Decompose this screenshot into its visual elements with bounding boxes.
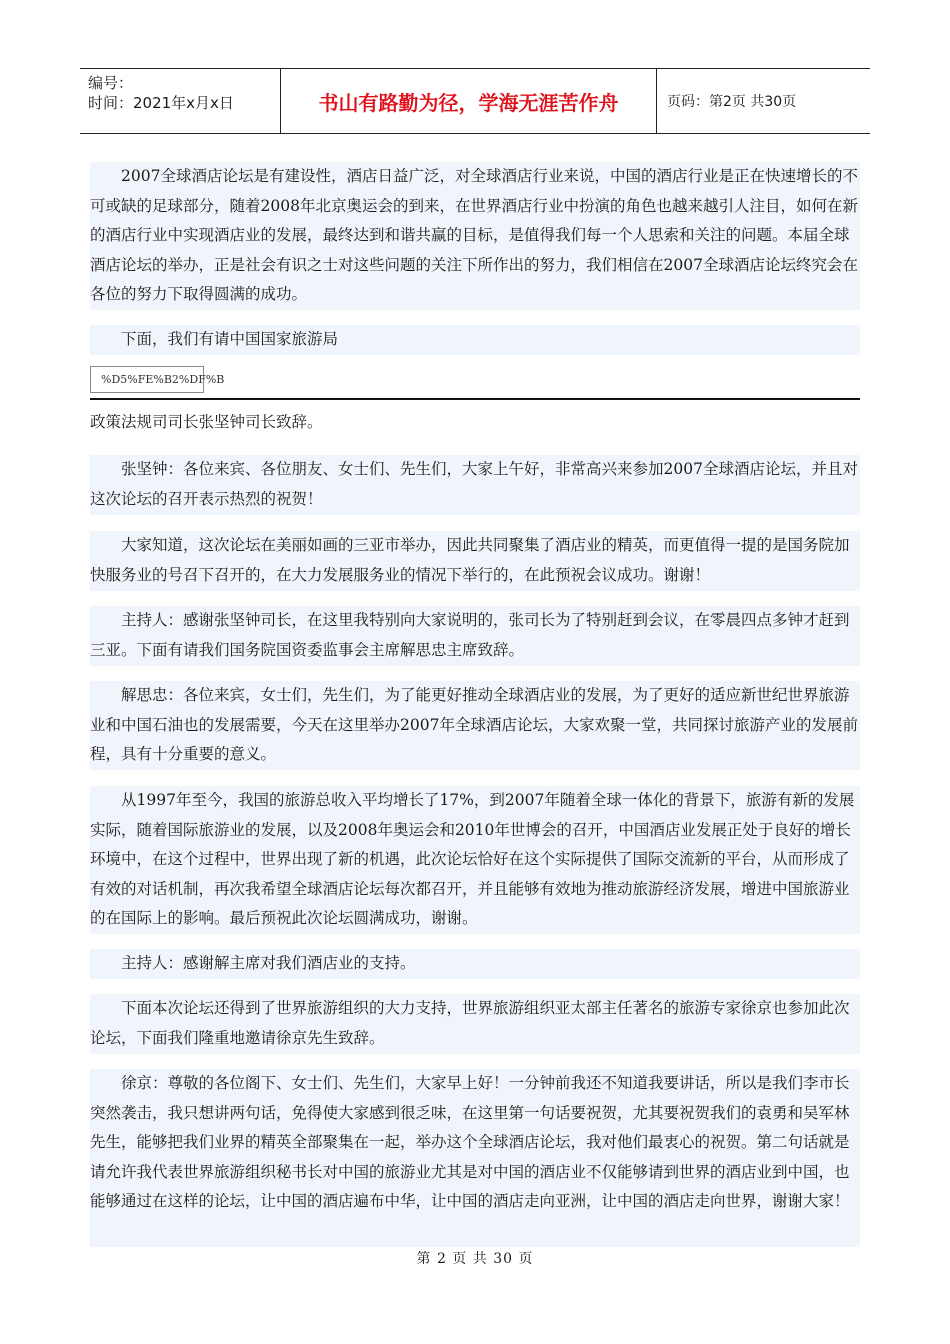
paragraph-3: 政策法规司司长张坚钟司长致辞。 <box>90 408 860 438</box>
page-header <box>80 68 870 134</box>
paragraph-6: 主持人：感谢张坚钟司长，在这里我特别向大家说明的，张司长为了特别赶到会议，在零晨四点多钟才赶到三亚。下面有请我们国务院国资委监事会主席解思忠主席致辞。 <box>90 606 860 666</box>
page-footer: 第 2 页 共 30 页 <box>416 1251 534 1267</box>
paragraph-11: 徐京：尊敬的各位阁下、女士们、先生们，大家早上好！一分钟前我还不知道我要讲话，所以是我们李市长突然袭击，我只想讲两句话，免得使大家感到很乏味，在这里第一句话要祝贺，尤其要祝贺我们的袁勇和吴军林先生，能够把我们业界的精英全部聚集在一起，举办这个全球酒店论坛，我对他们最衷心的祝贺。第二句话就是请允许我代表世界旅游组织秘书长对中国的旅游业尤其是对中国的酒店业不仅能够请到世界的酒店业到中国，也能够通过在这样的论坛，让中国的酒店遍布中华，让中国的酒店走向亚洲，让中国的酒店走向世界，谢谢大家！ <box>90 1069 860 1247</box>
document-date: 时间：2021年x月x日 <box>88 94 234 112</box>
paragraph-7: 解思忠：各位来宾，女士们，先生们，为了能更好推动全球酒店业的发展，为了更好的适应新世纪世界旅游业和中国石油也的发展需要，今天在这里举办2007年全球酒店论坛，大家欢聚一堂，共同探讨旅游产业的发展前程，具有十分重要的意义。 <box>90 681 860 770</box>
document-number-label: 编号： <box>88 74 134 92</box>
paragraph-9: 主持人：感谢解主席对我们酒店业的支持。 <box>90 949 860 979</box>
paragraph-1: 2007全球酒店论坛是有建设性，酒店日益广泛，对全球酒店行业来说，中国的酒店行业是正在快速增长的不可或缺的足球部分，随着2008年北京奥运会的到来，在世界酒店行业中扮演的角色也越来越引人注目，如何在新的酒店行业中实现酒店业的发展，最终达到和谐共赢的目标，是值得我们每一个人思索和关注的问题。本届全球酒店论坛的举办，正是社会有识之士对这些问题的关注下所作出的努力，我们相信在2007全球酒店论坛终究会在各位的努力下取得圆满的成功。 <box>90 162 860 310</box>
horizontal-rule <box>90 398 860 400</box>
paragraph-8: 从1997年至今，我国的旅游总收入平均增长了17%，到2007年随着全球一体化的背景下，旅游有新的发展实际，随着国际旅游业的发展，以及2008年奥运会和2010年世博会的召开，中国酒店业发展正处于良好的增长环境中，在这个过程中，世界出现了新的机遇，此次论坛恰好在这个实际提供了国际交流新的平台，从而形成了有效的对话机制，再次我希望全球酒店论坛每次都召开，并且能够有效地为推动旅游经济发展，增进中国旅游业的在国际上的影响。最后预祝此次论坛圆满成功，谢谢。 <box>90 786 860 934</box>
header-page-info: 页码：第2页 共30页 <box>667 94 797 110</box>
broken-image-placeholder: %D5%FE%B2%DF%B <box>90 366 204 393</box>
header-motto: 书山有路勤为径，学海无涯苦作舟 <box>281 69 657 133</box>
paragraph-5: 大家知道，这次论坛在美丽如画的三亚市举办，因此共同聚集了酒店业的精英，而更值得一提的是国务院加快服务业的号召下召开的，在大力发展服务业的情况下举行的，在此预祝会议成功。谢谢！ <box>90 531 860 591</box>
paragraph-4: 张坚钟：各位来宾、各位朋友、女士们、先生们，大家上午好，非常高兴来参加2007全球酒店论坛，并且对这次论坛的召开表示热烈的祝贺！ <box>90 455 860 515</box>
paragraph-2: 下面，我们有请中国国家旅游局 <box>90 325 860 355</box>
paragraph-10: 下面本次论坛还得到了世界旅游组织的大力支持，世界旅游组织亚太部主任著名的旅游专家徐京也参加此次论坛，下面我们隆重地邀请徐京先生致辞。 <box>90 994 860 1054</box>
header-meta <box>80 69 281 133</box>
